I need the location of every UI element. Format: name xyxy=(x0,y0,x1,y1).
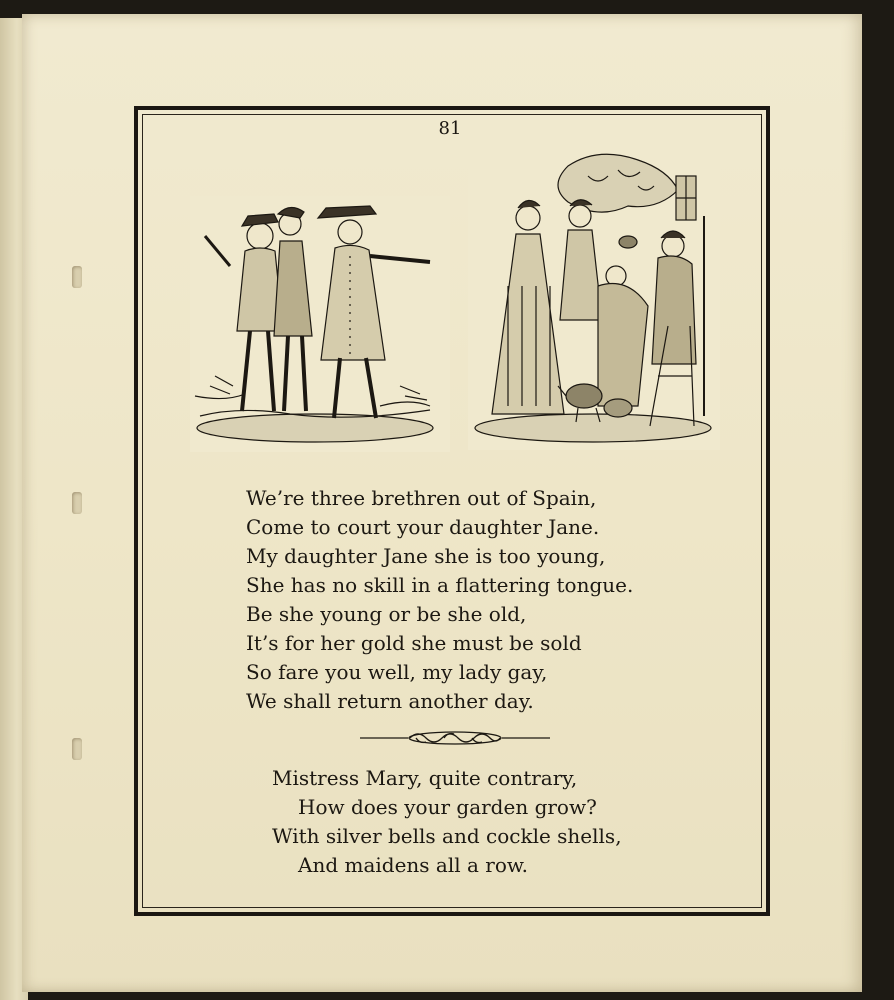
verse-line: So fare you well, my lady gay, xyxy=(246,660,548,684)
verse-three-brethren xyxy=(246,484,633,716)
three-brethren-engraving-icon xyxy=(190,196,450,452)
verse-line: We’re three brethren out of Spain, xyxy=(246,486,597,510)
scroll-divider-icon xyxy=(360,728,550,748)
binding-hole xyxy=(72,738,82,760)
verse-line: She has no skill in a flattering tongue. xyxy=(246,573,634,597)
verse-line: We shall return another day. xyxy=(246,689,534,713)
verse-line: With silver bells and cockle shells, xyxy=(272,824,622,848)
verse-line: Come to court your daughter Jane. xyxy=(246,515,600,539)
verse-line: Be she young or be she old, xyxy=(246,602,527,626)
verse-line: It’s for her gold she must be sold xyxy=(246,631,582,655)
verse-line: And maidens all a row. xyxy=(298,853,528,877)
daughter-jane-engraving-icon xyxy=(468,146,720,450)
binding-hole xyxy=(72,492,82,514)
verse-line: How does your garden grow? xyxy=(298,795,597,819)
binding-hole xyxy=(72,266,82,288)
verse-mistress-mary xyxy=(272,764,622,880)
verse-line: Mistress Mary, quite contrary, xyxy=(272,766,578,790)
page-number: 81 xyxy=(438,118,462,139)
verse-line: My daughter Jane she is too young, xyxy=(246,544,606,568)
